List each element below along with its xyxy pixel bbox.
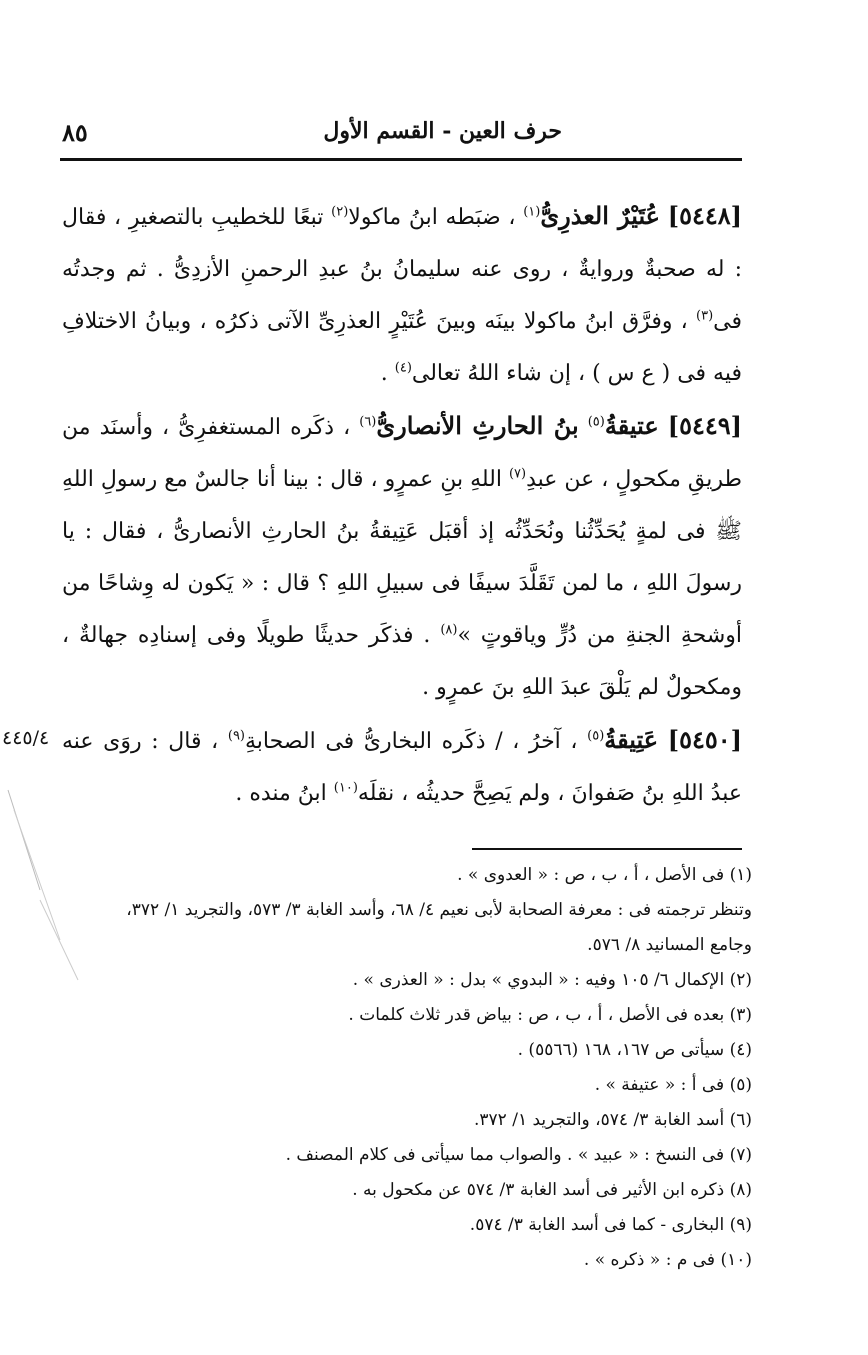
entry-number: [٥٤٤٩] xyxy=(667,411,743,440)
margin-volume-reference: ٤٤٥/٤ xyxy=(2,727,50,749)
footnote-ref: (٨) xyxy=(440,622,458,638)
footnote-2: (٢) الإكمال ٦/ ١٠٥ وفيه : « البدوي » بدل : « العذرى » . xyxy=(352,970,752,990)
entry-5450 xyxy=(62,714,742,820)
entry-5448 xyxy=(62,190,742,400)
footnote-8: (٨) ذكره ابن الأثير فى أسد الغابة ٣/ ٥٧٤ عن مكحول به . xyxy=(352,1180,752,1200)
footnote-ref: (٦) xyxy=(359,414,377,430)
footnote-ref: (٩) xyxy=(227,728,245,744)
footnote-rule xyxy=(472,848,742,850)
page-number: ٨٥ xyxy=(62,118,88,147)
entry-number: [٥٤٥٠] xyxy=(667,725,742,754)
entry-5449 xyxy=(62,400,742,714)
main-text xyxy=(62,190,742,820)
footnote-ref: (٥) xyxy=(587,728,605,744)
footnote-1: (١) فى الأصل ، أ ، ب ، ص : « العدوى » . xyxy=(457,865,752,885)
footnote-9: (٩) البخارى - كما فى أسد الغابة ٣/ ٥٧٤. xyxy=(469,1215,752,1235)
footnote-1-continuation: وجامع المسانيد ٨/ ٥٧٦. xyxy=(587,935,752,955)
entry-name: عتيقةُ xyxy=(604,411,659,440)
entry-number: [٥٤٤٨] xyxy=(667,201,742,230)
footnote-ref: (٤) xyxy=(394,360,412,376)
footnote-6: (٦) أسد الغابة ٣/ ٥٧٤، والتجريد ١/ ٣٧٢. xyxy=(474,1110,752,1130)
footnote-ref: (١) xyxy=(523,204,541,220)
entry-text: ، قال : روَى عنه عبدُ اللهِ بنُ صَفوانَ ، ولم يَصِحَّ حديثُه ، نقلَه xyxy=(62,729,742,806)
footnote-ref: (٥) xyxy=(587,414,605,430)
entry-name: عَتِيقةُ xyxy=(604,725,659,754)
footnote-10: (١٠) فى م : « ذكره » . xyxy=(583,1250,752,1270)
running-title: حرف العين - القسم الأول xyxy=(323,118,562,144)
footnote-ref: (١٠) xyxy=(333,780,358,796)
entry-name: عُتَيْرٌ العذرِىُّ xyxy=(540,201,661,230)
footnote-ref: (٧) xyxy=(508,466,527,482)
entry-text: تبعًا للخطيبِ بالتصغيرِ ، فقال : له صحبةٌ وروايةٌ ، روى عنه سليمانُ بنُ عبدِ الرحمنِ الأزدِىُّ . ثم وجدتُه فى xyxy=(62,205,742,334)
footnote-5: (٥) فى أ : « عتيفة » . xyxy=(594,1075,752,1095)
entry-text: ، وفرَّق ابنُ ماكولا بينَه وبينَ عُتَيْرٍ العذرِىِّ الآتى ذكرُه ، وبيانُ الاختلافِ فيه فى ( ع س ) ، إن شاء اللهُ تعالى xyxy=(62,309,742,386)
entry-text: ، ضبَطه ابنُ ماكولا xyxy=(348,205,516,230)
footnote-ref: (٣) xyxy=(696,308,714,324)
footnote-4: (٤) سيأتى ص ١٦٧، ١٦٨ (٥٥٦٦) . xyxy=(517,1040,752,1060)
footnote-3: (٣) بعده فى الأصل ، أ ، ب ، ص : بياض قدر ثلاث كلمات . xyxy=(348,1005,752,1025)
footnotes xyxy=(72,858,752,1278)
footnote-1-continuation: وتنظر ترجمته فى : معرفة الصحابة لأبى نعيم ٤/ ٦٨، وأسد الغابة ٣/ ٥٧٣، والتجريد ١/ ٣٧٢، xyxy=(126,900,752,920)
entry-text: ، ذكَره المستغفرِىُّ ، وأسنَد من طريقِ مكحولٍ ، عن عبدِ xyxy=(62,415,742,492)
entry-text: . xyxy=(380,361,388,386)
entry-text: ابنُ منده . xyxy=(235,781,327,806)
entry-text: . فذكَر حديثًا طويلًا وفى إسنادِه جهالةٌ ، ومكحولٌ لم يَلْقَ عبدَ اللهِ بنَ عمرٍو . xyxy=(62,623,742,700)
entry-text: ، آخرُ ، / ذكَره البخارىُّ فى الصحابةِ xyxy=(245,729,578,754)
header-rule xyxy=(60,158,742,161)
entry-name: بنُ الحارثِ الأنصارىُّ xyxy=(376,411,579,440)
entry-text: اللهِ بنِ عمرٍو ، قال : بينا أنا جالسٌ مع رسولِ اللهِ ﷺ فى لمةٍ يُحَدِّثُنا ونُحَدِّثُه إذ أقبَل عَتِيقةُ بنُ الحارثِ الأنصارىُّ ، فقال : يا رسولَ اللهِ ، ما لمن تَقَلَّدَ سيفًا فى سبيلِ اللهِ ؟ قال : « يَكون له وِشاحًا من أوشحةِ الجنةِ من دُرٍّ وياقوتٍ » xyxy=(62,467,742,648)
footnote-ref: (٢) xyxy=(331,204,349,220)
running-head xyxy=(60,118,742,158)
footnote-7: (٧) فى النسخ : « عبيد » . والصواب مما سيأتى فى كلام المصنف . xyxy=(285,1145,752,1165)
